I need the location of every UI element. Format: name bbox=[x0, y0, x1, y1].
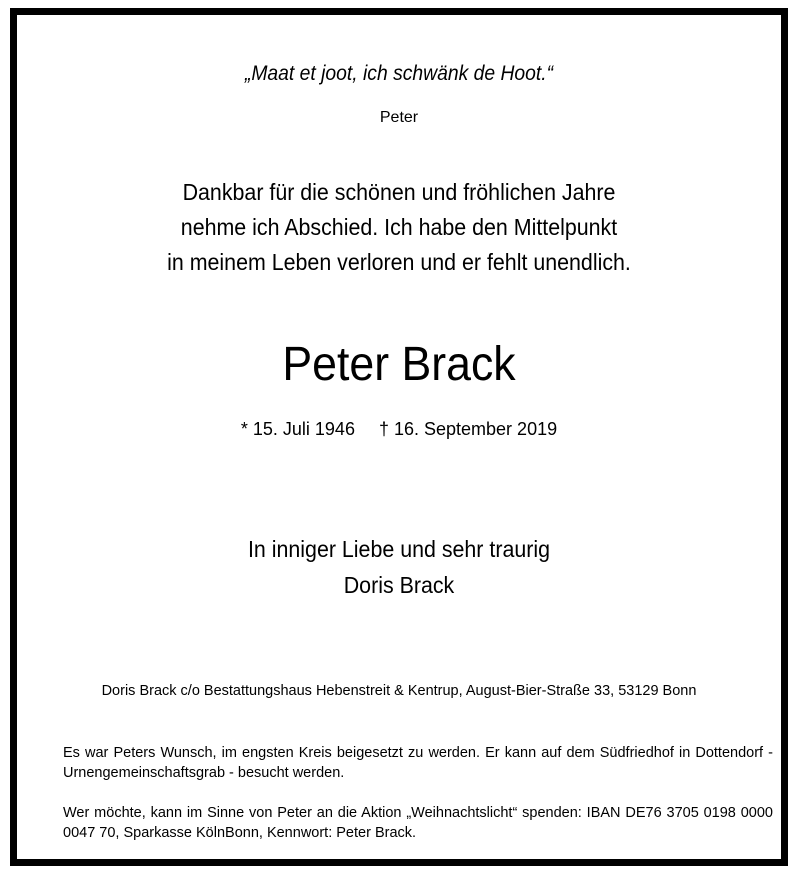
closing-block bbox=[44, 531, 755, 603]
contact-address: Doris Brack c/o Bestattungshaus Hebenstreit & Kentrup, August-Bier-Straße 33, 53129 Bonn bbox=[101, 683, 697, 699]
obituary-frame bbox=[10, 8, 788, 866]
burial-note: Es war Peters Wunsch, im engsten Kreis beigesetzt zu werden. Er kann auf dem Südfriedhof in Dottendorf - Urnengemeinschaftsgrab - besucht werden. bbox=[63, 745, 773, 781]
farewell-text bbox=[44, 175, 755, 280]
birth-date: * 15. Juli 1946 bbox=[240, 419, 355, 439]
donation-note: Wer möchte, kann im Sinne von Peter an die Aktion „Weihnachtslicht“ spenden: IBAN DE76 3705 0198 0000 0047 70, Sparkasse KölnBonn, Kennwort: Peter Brack. bbox=[63, 805, 773, 841]
farewell-line: Dankbar für die schönen und fröhlichen Jahre bbox=[182, 179, 616, 205]
life-dates bbox=[17, 419, 781, 440]
motto-author: Peter bbox=[379, 109, 419, 126]
closing-signature: Doris Brack bbox=[343, 572, 455, 598]
farewell-line: in meinem Leben verloren und er fehlt unendlich. bbox=[167, 249, 631, 275]
deceased-name: Peter Brack bbox=[282, 338, 516, 391]
farewell-line: nehme ich Abschied. Ich habe den Mittelpunkt bbox=[180, 214, 618, 240]
closing-text: In inniger Liebe und sehr traurig bbox=[247, 536, 551, 562]
motto-quote: „Maat et joot, ich schwänk de Hoot.“ bbox=[244, 62, 554, 85]
death-date: † 16. September 2019 bbox=[378, 419, 558, 439]
